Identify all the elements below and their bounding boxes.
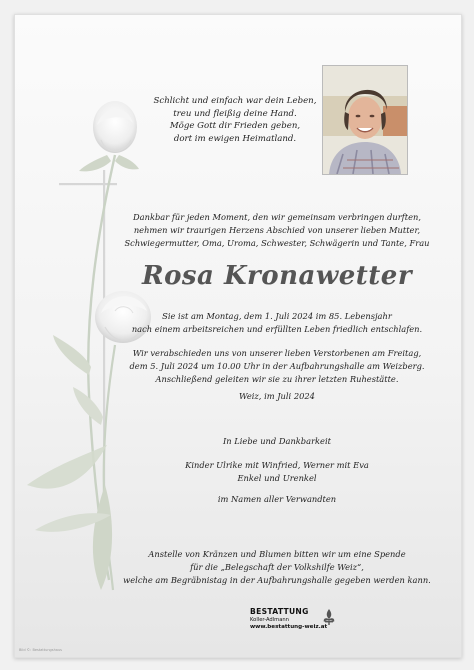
place-date: Weiz, im Juli 2024 xyxy=(239,391,315,401)
greeting: In Liebe und Dankbarkeit xyxy=(223,436,331,446)
image-credit: Bild ©: Bestattungshaus xyxy=(19,648,62,652)
relatives-note: im Namen aller Verwandten xyxy=(217,494,337,504)
portrait-photo xyxy=(322,65,408,175)
deceased-name: Rosa Kronawetter xyxy=(141,261,413,291)
obituary-card xyxy=(14,14,462,658)
intro-line: Schwiegermutter, Oma, Uroma, Schwester, Schwägerin und Tante, Frau xyxy=(124,238,430,248)
donation-line: welche am Begräbnistag in der Aufbahrungshalle gegeben werden kann. xyxy=(123,575,431,585)
death-notice xyxy=(87,310,462,336)
intro-line: Dankbar für jeden Moment, den wir gemeinsam verbringen durften, xyxy=(133,212,421,222)
funeral-home-logo xyxy=(250,607,360,630)
poem-line: Schlicht und einfach war dein Leben, xyxy=(153,96,317,106)
poem-line: treu und fleißig deine Hand. xyxy=(173,108,297,119)
service-line: dem 5. Juli 2024 um 10.00 Uhr in der Aufbahrungshalle am Weizberg. xyxy=(129,361,425,371)
poem xyxy=(135,95,335,145)
family-members xyxy=(87,459,462,485)
poem-line: dort im ewigen Heimatland. xyxy=(173,133,297,144)
service-line: Anschließend geleiten wir sie zu ihrer letzten Ruhestätte. xyxy=(155,374,399,384)
funeral-service-info xyxy=(87,347,462,386)
family-line: Enkel und Urenkel xyxy=(237,473,317,483)
intro-text xyxy=(87,211,462,250)
fleur-de-lis-icon xyxy=(322,608,336,626)
intro-line: nehmen wir traurigen Herzens Abschied von unserer lieben Mutter, xyxy=(133,225,421,235)
logo-subtitle: Koller-Adlmann xyxy=(250,617,289,623)
poem-line: Möge Gott dir Frieden geben, xyxy=(169,121,301,132)
family-line: Kinder Ulrike mit Winfried, Werner mit Eva xyxy=(185,460,369,470)
death-line: Sie ist am Montag, dem 1. Juli 2024 im 85. Lebensjahr xyxy=(162,311,392,321)
donation-request xyxy=(87,548,462,587)
death-line: nach einem arbeitsreichen und erfüllten Leben friedlich entschlafen. xyxy=(131,324,423,334)
donation-line: Anstelle von Kränzen und Blumen bitten wir um eine Spende xyxy=(148,549,406,559)
logo-website: www.bestattung-weiz.at xyxy=(250,624,328,630)
service-line: Wir verabschieden uns von unserer lieben Verstorbenen am Freitag, xyxy=(132,348,422,358)
rose-bud-icon xyxy=(93,101,137,153)
logo-title: BESTATTUNG xyxy=(250,607,309,616)
donation-line: für die „Belegschaft der Volkshilfe Weiz“, xyxy=(190,562,364,572)
